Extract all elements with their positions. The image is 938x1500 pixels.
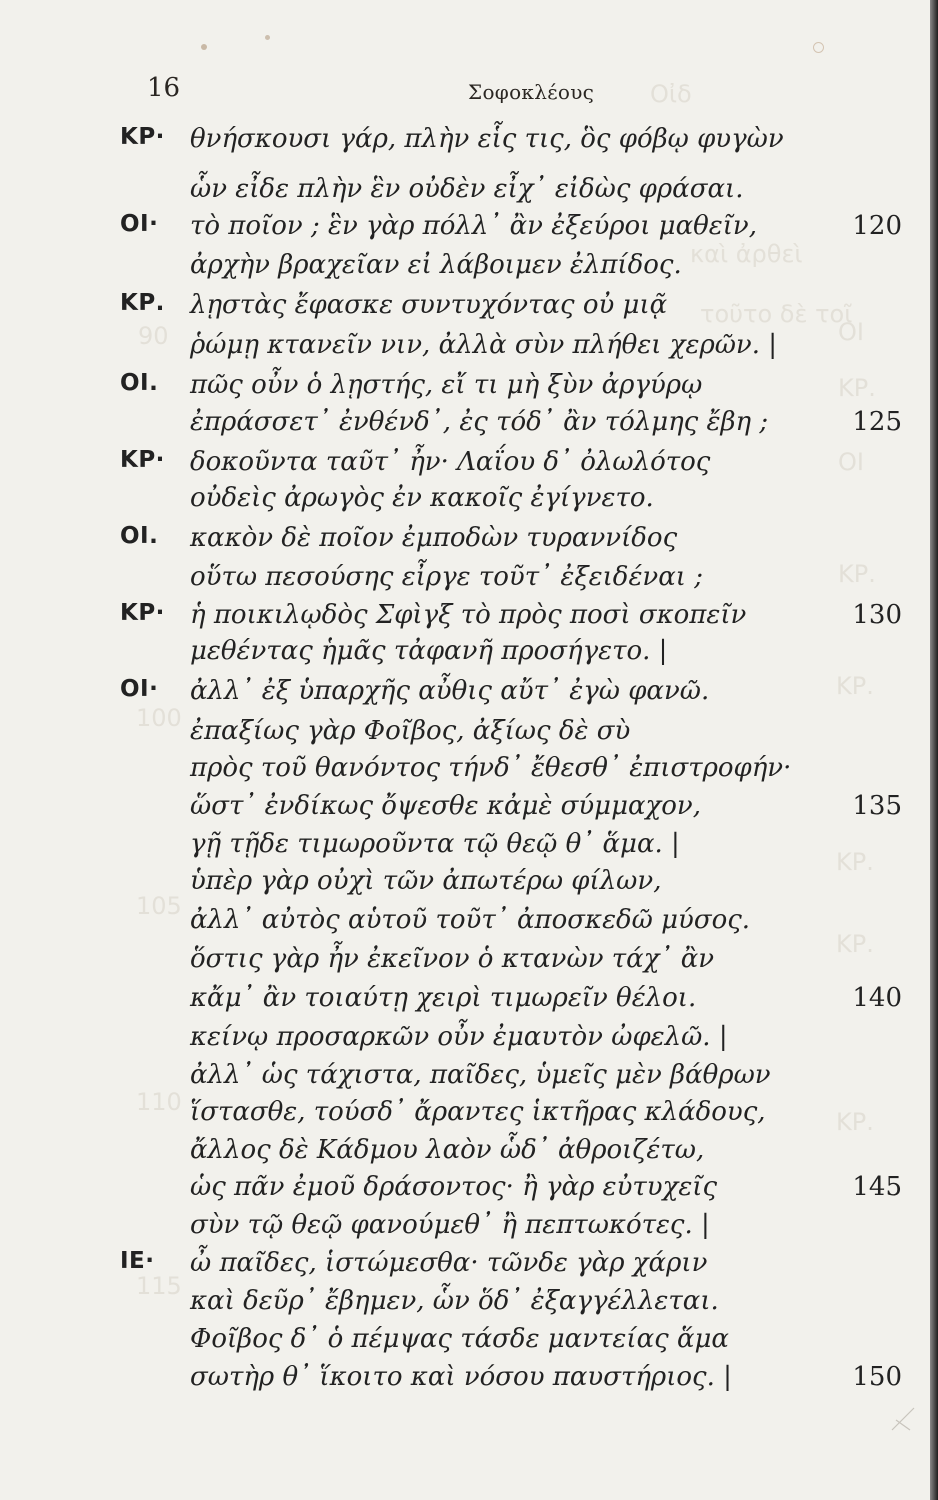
verse-text: ἄλλος δὲ Κάδμου λαὸν ὧδ᾽ ἀθροιζέτω, (190, 1135, 705, 1165)
verse-text: σωτὴρ θ᾽ ἵκοιτο καὶ νόσου παυστήριος. | (190, 1362, 732, 1392)
speaker-label: ΚΡ· (120, 600, 165, 626)
verse-text: ἵστασθε, τούσδ᾽ ἄραντες ἱκτῆρας κλάδους, (190, 1097, 766, 1127)
verse-line (0, 523, 930, 561)
bleed-through: 115 (136, 1272, 182, 1300)
bleed-through: 90 (138, 322, 169, 350)
bleed-through: Οἰδ (650, 80, 692, 108)
verse-text: θνήσκουσι γάρ, πλὴν εἷς τις, ὃς φόβῳ φυγὼν (190, 124, 784, 154)
verse-line (0, 211, 930, 249)
verse-text: ἀλλ᾽ ὡς τάχιστα, παῖδες, ὑμεῖς μὲν βάθρων (190, 1060, 771, 1090)
bleed-through: ΚΡ. (836, 930, 874, 958)
verse-line (0, 1286, 930, 1324)
verse-text: ἡ ποικιλῳδὸς Σφὶγξ τὸ πρὸς ποσὶ σκοπεῖν (190, 600, 747, 630)
verse-line (0, 944, 930, 982)
verse-line (0, 250, 930, 288)
verse-line (0, 330, 930, 368)
bleed-through: καὶ ἀρθεὶ (690, 240, 803, 268)
verse-line (0, 716, 930, 754)
paper-blemish (813, 42, 824, 53)
verse-text: σὺν τῷ θεῷ φανούμεθ᾽ ἢ πεπτωκότες. | (190, 1210, 710, 1240)
verse-line (0, 983, 930, 1021)
verse-line (0, 1362, 930, 1400)
speaker-label: ΚΡ· (120, 447, 165, 473)
verse-line (0, 407, 930, 445)
speaker-label: ΟΙ. (120, 370, 159, 396)
verse-text: Φοῖβος δ᾽ ὁ πέμψας τάσδε μαντείας ἅμα (190, 1324, 729, 1354)
verse-line (0, 1248, 930, 1286)
verse-text: ἀρχὴν βραχεῖαν εἰ λάβοιμεν ἐλπίδος. (190, 250, 682, 280)
verse-line (0, 1210, 930, 1248)
speaker-label: ΟΙ· (120, 211, 159, 237)
verse-line (0, 562, 930, 600)
verse-text: ῥώμῃ κτανεῖν νιν, ἀλλὰ σὺν πλήθει χερῶν. | (190, 330, 778, 360)
verse-line (0, 1172, 930, 1210)
verse-line (0, 1060, 930, 1098)
verse-line (0, 905, 930, 943)
verse-line (0, 1324, 930, 1362)
book-edge (930, 0, 938, 1500)
bleed-through: τοῦτο δὲ τοῖ (700, 300, 853, 328)
bleed-through: 110 (136, 1088, 182, 1116)
verse-line (0, 829, 930, 867)
ink-spot (265, 35, 270, 40)
verse-line (0, 636, 930, 674)
verse-line (0, 290, 930, 328)
bleed-through: ΚΡ. (836, 848, 874, 876)
bleed-through: 100 (136, 704, 182, 732)
verse-text: ὧν εἶδε πλὴν ἓν οὐδὲν εἶχ᾽ εἰδὼς φράσαι. (190, 174, 744, 204)
verse-line (0, 447, 930, 485)
verse-line (0, 753, 930, 791)
speaker-label: ΚΡ· (120, 124, 165, 150)
bleed-through: ΚΡ. (838, 560, 876, 588)
verse-line (0, 600, 930, 638)
bleed-through: ΚΡ. (836, 672, 874, 700)
line-number: 130 (852, 600, 902, 630)
verse-text: κἄμ᾽ ἂν τοιαύτῃ χειρὶ τιμωρεῖν θέλοι. (190, 983, 697, 1013)
bleed-through: ΟΙ (838, 318, 864, 346)
verse-text: κακὸν δὲ ποῖον ἐμποδὼν τυραννίδος (190, 523, 678, 553)
line-number: 125 (852, 407, 902, 437)
verse-text: γῇ τῇδε τιμωροῦντα τῷ θεῷ θ᾽ ἅμα. | (190, 829, 680, 859)
verse-text: ὥστ᾽ ἐνδίκως ὄψεσθε κἀμὲ σύμμαχον, (190, 791, 701, 821)
verse-text: τὸ ποῖον ; ἓν γὰρ πόλλ᾽ ἂν ἐξεύροι μαθεῖν, (190, 211, 757, 241)
verse-line (0, 866, 930, 904)
bleed-through: 105 (136, 892, 182, 920)
verse-text: ἐπαξίως γὰρ Φοῖβος, ἀξίως δὲ σὺ (190, 716, 631, 746)
bleed-through: ΟΙ (838, 448, 864, 476)
verse-line (0, 1135, 930, 1173)
line-number: 135 (852, 791, 902, 821)
verse-line (0, 1097, 930, 1135)
ink-spot (201, 44, 207, 50)
verse-text: οὕτω πεσούσης εἶργε τοῦτ᾽ ἐξειδέναι ; (190, 562, 703, 592)
verse-text: οὐδεὶς ἀρωγὸς ἐν κακοῖς ἐγίγνετο. (190, 483, 654, 513)
verse-text: ὅστις γὰρ ἦν ἐκεῖνον ὁ κτανὼν τάχ᾽ ἂν (190, 944, 715, 974)
verse-line (0, 1022, 930, 1060)
verse-text: κείνῳ προσαρκῶν οὖν ἐμαυτὸν ὠφελῶ. | (190, 1022, 728, 1052)
verse-text: ὦ παῖδες, ἱστώμεσθα· τῶνδε γὰρ χάριν (190, 1248, 708, 1278)
verse-line (0, 124, 930, 162)
speaker-label: ΟΙ. (120, 523, 159, 549)
running-head: Σοφοκλέους (468, 80, 595, 104)
bleed-through: ΚΡ. (836, 1108, 874, 1136)
line-number: 150 (852, 1362, 902, 1392)
line-number: 120 (852, 211, 902, 241)
line-number: 145 (852, 1172, 902, 1202)
verse-line (0, 174, 930, 212)
verse-line (0, 370, 930, 408)
verse-line (0, 483, 930, 521)
speaker-label: ΙΕ· (120, 1248, 155, 1274)
verse-text: ἀλλ᾽ αὐτὸς αὑτοῦ τοῦτ᾽ ἀποσκεδῶ μύσος. (190, 905, 751, 935)
verse-text: ὡς πᾶν ἐμοῦ δράσοντος· ἢ γὰρ εὐτυχεῖς (190, 1172, 718, 1202)
page-number: 16 (147, 73, 181, 103)
verse-text: καὶ δεῦρ᾽ ἔβημεν, ὧν ὅδ᾽ ἐξαγγέλλεται. (190, 1286, 719, 1316)
verse-line (0, 676, 930, 714)
verse-text: μεθέντας ἡμᾶς τἀφανῆ προσήγετο. | (190, 636, 668, 666)
verse-text: ἀλλ᾽ ἐξ ὑπαρχῆς αὖθις αὔτ᾽ ἐγὼ φανῶ. (190, 676, 710, 706)
verse-text: πρὸς τοῦ θανόντος τήνδ᾽ ἔθεσθ᾽ ἐπιστροφήν· (190, 753, 792, 783)
bleed-through: ΚΡ. (838, 374, 876, 402)
verse-text: ὑπὲρ γὰρ οὐχὶ τῶν ἀπωτέρω φίλων, (190, 866, 662, 896)
verse-text: λῃστὰς ἔφασκε συντυχόντας οὐ μιᾷ (190, 290, 668, 320)
pencil-mark-icon (890, 1406, 916, 1432)
verse-text: ἐπράσσετ᾽ ἐνθένδ᾽, ἐς τόδ᾽ ἂν τόλμης ἔβη ; (190, 407, 769, 437)
speaker-label: ΚΡ. (120, 290, 165, 316)
line-number: 140 (852, 983, 902, 1013)
speaker-label: ΟΙ· (120, 676, 159, 702)
verse-text: δοκοῦντα ταῦτ᾽ ἦν· Λαΐου δ᾽ ὀλωλότος (190, 447, 711, 477)
verse-text: πῶς οὖν ὁ λῃστής, εἴ τι μὴ ξὺν ἀργύρῳ (190, 370, 703, 400)
verse-line (0, 791, 930, 829)
